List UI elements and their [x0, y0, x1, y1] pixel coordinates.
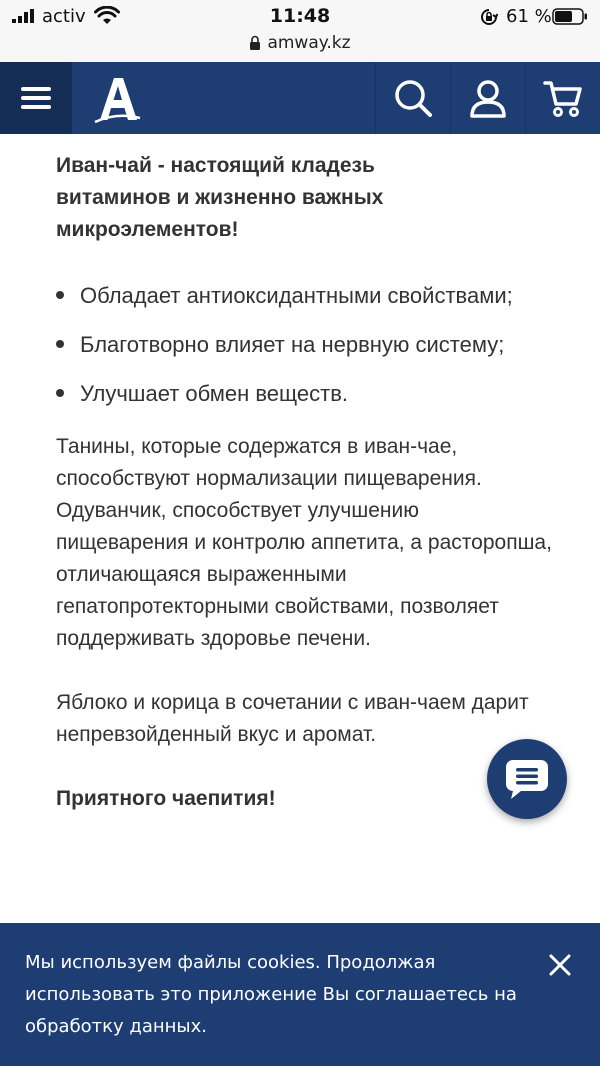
- amway-logo[interactable]: [90, 72, 144, 126]
- user-icon: [468, 78, 508, 118]
- hamburger-menu-icon: [21, 87, 51, 91]
- url-text[interactable]: amway.kz: [267, 33, 351, 53]
- benefits-list: [56, 280, 556, 409]
- bullet-icon: [56, 340, 64, 348]
- list-item: Обладает антиоксидантными свойствами;: [56, 280, 556, 311]
- chat-button[interactable]: [487, 739, 567, 819]
- carrier-name: activ: [42, 6, 86, 27]
- description-paragraph: Танины, которые содержатся в иван-чае, способствуют нормализации пищеварения. Одуванчик, способствует улучшению пищеварения и контролю аппетита, а расторопша, отличающаяся выраженными гепатопротекторными свойствами, позволяет поддерживать здоровье печени.: [56, 435, 552, 650]
- close-icon[interactable]: [546, 951, 574, 979]
- cookie-message: Мы используем файлы cookies. Продолжая использовать это приложение Вы соглашаетесь на обработку данных.: [25, 952, 517, 1037]
- clock: 11:48: [269, 5, 331, 27]
- chat-bubble-icon: [505, 758, 549, 800]
- search-button[interactable]: [375, 62, 451, 134]
- cart-icon: [543, 78, 583, 118]
- bullet-icon: [56, 389, 64, 397]
- status-bar: [0, 0, 600, 32]
- battery-percent: 61 %: [506, 6, 552, 27]
- url-bar[interactable]: [0, 32, 600, 62]
- cookie-banner: [0, 923, 600, 1066]
- bullet-icon: [56, 291, 64, 299]
- intro-heading: Иван-чай - настоящий кладезь витаминов и жизненно важных микроэлементов!: [56, 154, 384, 241]
- description-paragraph: Яблоко и корица в сочетании с иван-чаем дарит непревзойденный вкус и аромат.: [56, 691, 529, 746]
- list-item: Улучшает обмен веществ.: [56, 378, 556, 409]
- account-button[interactable]: [450, 62, 526, 134]
- search-icon: [393, 78, 433, 118]
- closing-text: Приятного чаепития!: [56, 787, 276, 810]
- padlock-icon: [249, 35, 261, 50]
- list-item: Благотворно влияет на нервную систему;: [56, 329, 556, 360]
- battery-icon: [552, 8, 588, 25]
- site-header: [0, 62, 600, 134]
- product-description: [56, 150, 556, 836]
- cart-button[interactable]: [525, 62, 600, 134]
- menu-button[interactable]: [0, 62, 72, 134]
- orientation-lock-icon: [480, 8, 498, 26]
